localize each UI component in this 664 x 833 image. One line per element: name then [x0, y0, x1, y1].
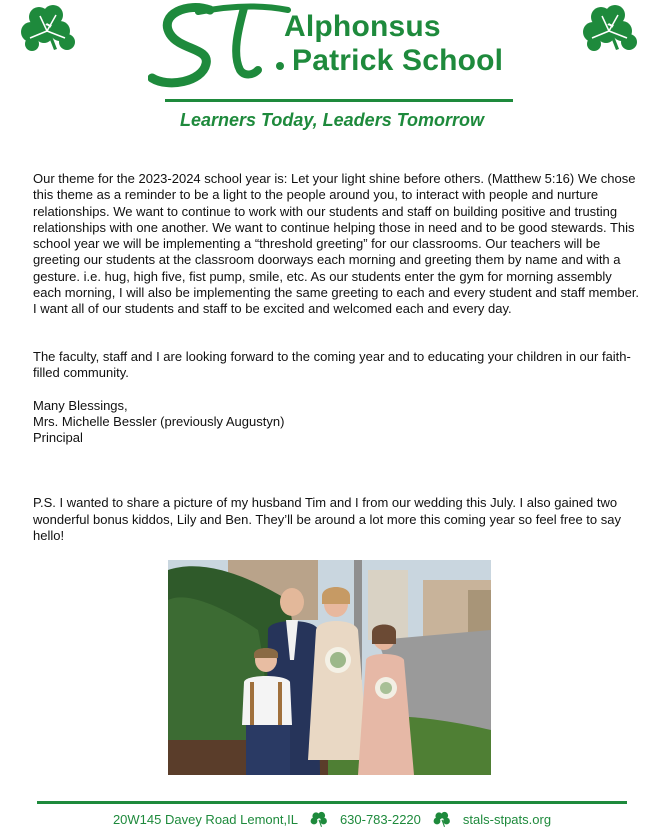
theme-paragraph: Our theme for the 2023-2024 school year is: Let your light shine before others. (Matthew 5:16) We chose this theme as a reminder to be a light to the people around you, to interact with people and nurture relationships. We want to continue to work with our students and staff on building positive and trusting relationships with one another. We want to continue helping those in need and to be good stewards. This school year we will be implementing a “threshold greeting” for our classrooms. Our teachers will be greeting our students at the classroom doorways each morning and greeting them by name and with a gesture. i.e. hug, high five, fist pump, smile, etc. As our students enter the gym for morning assembly each morning, I will also be implementing the same greeting to each and every student and staff member. I want all of our students and staff to be excited and welcomed each and every day.: [33, 171, 640, 317]
principal-letter: [33, 171, 643, 544]
shamrock-icon: [582, 4, 638, 54]
footer-contact: [0, 811, 664, 828]
header-divider: [165, 99, 513, 102]
logo-st-script: [148, 0, 298, 96]
wedding-photo: [168, 560, 491, 775]
closing-line: Many Blessings,: [33, 397, 128, 413]
ps-paragraph: P.S. I wanted to share a picture of my husband Tim and I from our wedding this July. I also gained two wonderful bonus kiddos, Lily and Ben. They’ll be around a lot more this coming year so feel free to say hello!: [33, 495, 621, 544]
footer-phone: 630-783-2220: [339, 812, 421, 827]
signature-title: Principal: [33, 430, 83, 446]
school-tagline: Learners Today, Leaders Tomorrow: [179, 110, 485, 130]
footer-address: 20W145 Davey Road Lemont,IL: [112, 812, 298, 827]
signoff-block: [33, 398, 643, 447]
shamrock-icon: [20, 4, 76, 54]
school-logo: [148, 0, 528, 96]
logo-patrick-school: Patrick School: [292, 44, 504, 77]
logo-alphonsus: Alphonsus: [284, 10, 441, 43]
shamrock-icon: [310, 811, 328, 828]
footer-divider: [37, 801, 627, 804]
signature-name: Mrs. Michelle Bessler (previously Augustyn): [33, 413, 285, 429]
faculty-paragraph: The faculty, staff and I are looking forward to the coming year and to educating your children in our faith-filled community.: [33, 349, 631, 381]
footer-website[interactable]: stals-stpats.org: [462, 812, 552, 827]
shamrock-icon: [433, 811, 451, 828]
